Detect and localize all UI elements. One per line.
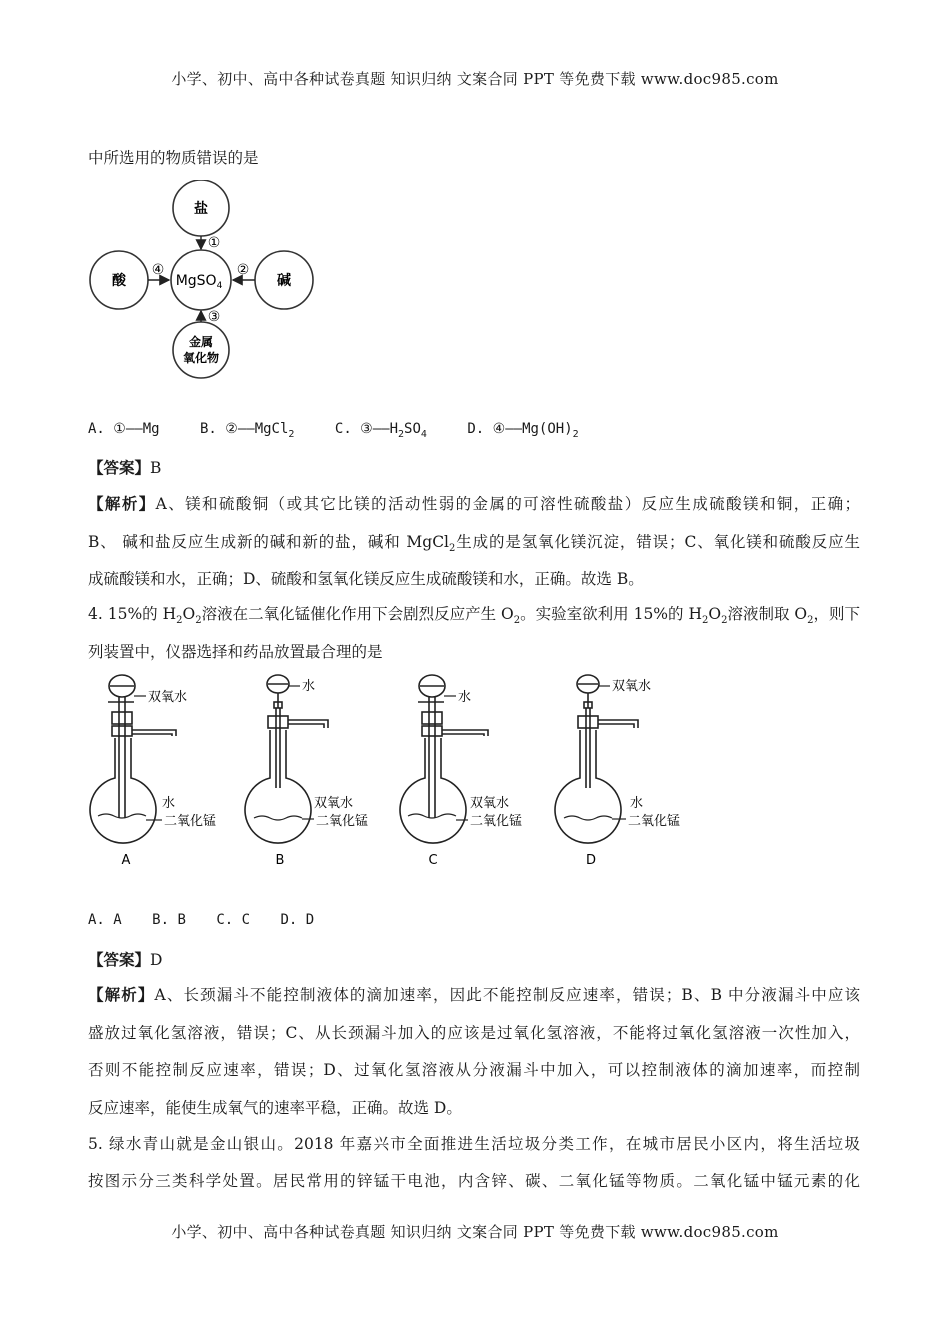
q4-option-d: D. D — [280, 912, 315, 928]
base-label: 碱 — [277, 273, 291, 289]
q5-stem-line-2: 按图示分三类科学处置。居民常用的锌锰干电池，内含锌、碳、二氧化锰等物质。二氧化锰中锰元素的化 — [88, 1172, 860, 1190]
q3-answer: 【答案】B — [88, 458, 162, 477]
metal-oxide-label-1: 金属 — [188, 335, 214, 349]
q4-options — [88, 912, 314, 928]
acid-label: 酸 — [112, 273, 126, 289]
apparatus-d — [555, 675, 638, 843]
arrow-2-label: ② — [236, 262, 250, 278]
q3-stem-tail: 中所选用的物质错误的是 — [88, 149, 259, 167]
b-bot-label: 二氧化锰 — [316, 814, 369, 829]
salt-label: 盐 — [194, 201, 208, 217]
q3-option-a: A. ①——Mg — [88, 421, 160, 437]
d-top-label: 双氧水 — [612, 679, 652, 694]
q4-analysis-line-4: 反应速率，能使生成氧气的速率平稳，正确。故选 D。 — [88, 1099, 462, 1117]
a-mid-label: 水 — [162, 796, 176, 811]
q4-answer: 【答案】D — [88, 950, 163, 969]
q3-analysis-line-3: 成硫酸镁和水，正确；D、硫酸和氢氧化镁反应生成硫酸镁和水，正确。故选 B。 — [88, 570, 644, 588]
metal-oxide-node — [173, 322, 229, 378]
mgso4-label: MgSO$_4$ — [175, 273, 223, 291]
d-mid-label: 水 — [630, 796, 644, 811]
d-bot-label: 二氧化锰 — [628, 814, 681, 829]
q4-analysis-line-2: 盛放过氧化氢溶液，错误；C、从长颈漏斗加入的应该是过氧化氢溶液，不能将过氧化氢溶液一次性加入， — [88, 1024, 860, 1042]
q3-option-d: D. $④——Mg(OH)_2$ — [467, 421, 579, 440]
q3-analysis-line-1: 【解析】A、镁和硫酸铜（或其它比镁的活动性弱的金属的可溶性硫酸盐）反应生成硫酸镁和铜，正确； — [88, 494, 860, 513]
q4-option-a: A. A — [88, 912, 122, 928]
q4-option-b: B. B — [152, 912, 186, 928]
q5-stem-line-1: 5. 绿水青山就是金山银山。2018 年嘉兴市全面推进生活垃圾分类工作，在城市居民小区内，将生活垃圾 — [88, 1135, 860, 1153]
q4-analysis-line-3: 否则不能控制反应速率，错误；D、过氧化氢溶液从分液漏斗中加入，可以控制液体的滴加速率，而控制 — [88, 1061, 860, 1079]
arrow-4-label: ④ — [151, 262, 165, 278]
q4-analysis-line-1: 【解析】A、长颈漏斗不能控制液体的滴加速率，因此不能控制反应速率，错误；B、B 中分液漏斗中应该 — [88, 985, 860, 1004]
q3-option-b: B. ②——MgCl$_2$ — [200, 421, 295, 440]
q4-option-c: C. C — [216, 912, 251, 928]
c-bot-label: 二氧化锰 — [470, 814, 523, 829]
q4-stem-line-2: 列装置中，仪器选择和药品放置最合理的是 — [88, 643, 383, 661]
page-header: 小学、初中、高中各种试卷真题 知识归纳 文案合同 PPT 等免费下载 www.doc985.com — [171, 70, 779, 88]
c-top-label: 水 — [458, 690, 472, 705]
a-letter: A — [121, 853, 131, 868]
d-letter: D — [585, 853, 597, 868]
b-top-label: 水 — [302, 679, 316, 694]
c-mid-label: 双氧水 — [470, 796, 510, 811]
b-mid-label: 双氧水 — [314, 796, 354, 811]
arrow-1-label: ① — [207, 235, 221, 251]
q3-option-c: C. $③——H_2SO_4$ — [334, 421, 427, 440]
q3-options — [88, 421, 579, 440]
q3-analysis-line-2: B、 碱和盐反应生成新的碱和新的盐，碱和 MgCl$_2$生成的是氢氧化镁沉淀，错误；C、氧化镁和硫酸反应生 — [88, 533, 860, 555]
mgso4-relationship-diagram — [88, 180, 328, 380]
q4-apparatus-figure — [88, 668, 708, 878]
arrow-3-label: ③ — [207, 309, 221, 325]
b-letter: B — [275, 853, 285, 868]
a-top-label: 双氧水 — [148, 690, 188, 705]
page-footer: 小学、初中、高中各种试卷真题 知识归纳 文案合同 PPT 等免费下载 www.doc985.com — [171, 1223, 779, 1241]
q4-stem-line-1: 4. 15%的 $H_2O_2$溶液在二氧化锰催化作用下会剧烈反应产生 $O_2$。实验室欲利用 15%的 $H_2O_2$溶液制取 $O_2$，则下 — [88, 605, 860, 627]
c-letter: C — [428, 853, 438, 868]
a-bot-label: 二氧化锰 — [164, 814, 217, 829]
metal-oxide-label-2: 氧化物 — [182, 351, 220, 365]
